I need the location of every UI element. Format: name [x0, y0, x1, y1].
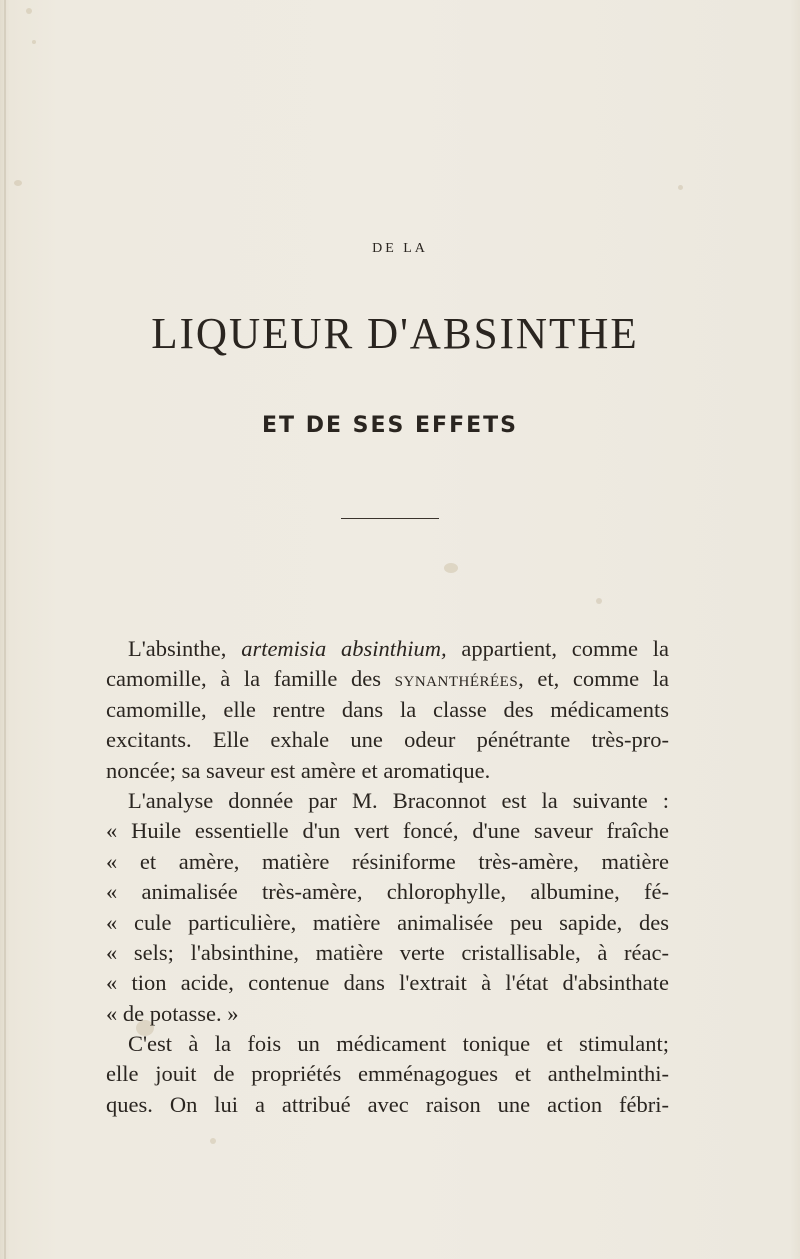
page-title: LIQUEUR D'ABSINTHE: [151, 309, 639, 358]
text-line: camomille, à la famille des SYNANTHÉRÉES, et, comme la: [106, 666, 669, 692]
text-line: camomille, elle rentre dans la classe des médicaments: [106, 696, 669, 722]
text-line: noncée; sa saveur est amère et aromatique.: [106, 757, 491, 783]
text-line: ques. On lui a attribué avec raison une action fébri-: [106, 1091, 669, 1117]
text-line: « sels; l'absinthine, matière verte cristallisable, à réac-: [106, 939, 669, 965]
text-line: C'est à la fois un médicament tonique et stimulant;: [128, 1031, 669, 1057]
kicker: DE LA: [372, 241, 428, 256]
text-line: L'absinthe, artemisia absinthium, appartient, comme la: [128, 636, 669, 661]
foxing-spot: [14, 180, 22, 186]
page-edge: [4, 0, 6, 1259]
text-line: excitants. Elle exhale une odeur pénétrante très-pro-: [106, 727, 669, 753]
foxing-spot: [444, 563, 458, 573]
title-rule: [341, 518, 439, 519]
text-line: « Huile essentielle d'un vert foncé, d'une saveur fraîche: [106, 818, 669, 844]
smallcaps-term: SYNANTHÉRÉES: [394, 674, 519, 691]
italic-term: artemisia absinthium,: [241, 636, 447, 661]
text-line: « et amère, matière résiniforme très-amère, matière: [106, 848, 669, 874]
text-line: « animalisée très-amère, chlorophylle, albumine, fé-: [106, 879, 669, 905]
text-line: L'analyse donnée par M. Braconnot est la suivante :: [128, 787, 669, 813]
foxing-spot: [596, 598, 602, 604]
text-line: elle jouit de propriétés emménagogues et anthelminthi-: [106, 1061, 669, 1087]
body-text: [106, 634, 669, 1120]
foxing-spot: [210, 1138, 216, 1144]
foxing-spot: [26, 8, 32, 14]
text-line: « cule particulière, matière animalisée peu sapide, des: [106, 909, 669, 935]
foxing-spot: [678, 185, 683, 190]
text-line: « de potasse. »: [106, 1000, 239, 1026]
text-line: « tion acide, contenue dans l'extrait à l'état d'absinthate: [106, 970, 669, 996]
foxing-spot: [32, 40, 36, 44]
page-subtitle: ET DE SES EFFETS: [262, 413, 518, 438]
